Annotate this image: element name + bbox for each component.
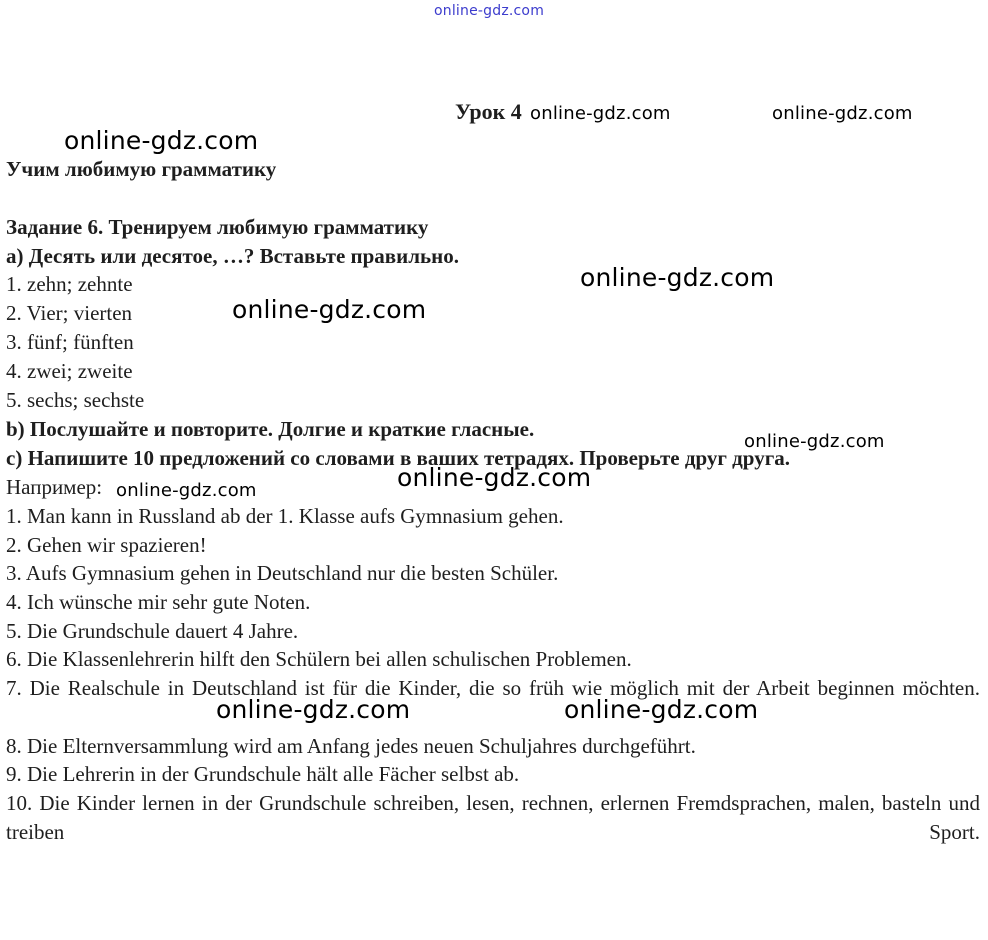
sentence-item: 8. Die Elternversammlung wird am Anfang jedes neuen Schuljahres durchgeführt.	[6, 734, 696, 758]
sentence-item: 7. Die Realschule in Deutschland ist für die Kinder, die so früh wie möglich mit der Arbeit beginnen möchten.	[6, 676, 980, 700]
watermark: online-gdz.com	[744, 431, 885, 452]
sentence-item: 9. Die Lehrerin in der Grundschule hält alle Fächer selbst ab.	[6, 762, 520, 786]
watermark: online-gdz.com	[530, 103, 671, 124]
sentence-item: 2. Gehen wir spazieren!	[6, 533, 207, 557]
watermark: online-gdz.com	[772, 103, 913, 124]
watermark: online-gdz.com	[216, 695, 411, 724]
watermark: online-gdz.com	[580, 263, 775, 292]
sentence-item: 5. Die Grundschule dauert 4 Jahre.	[6, 619, 299, 643]
watermark-top: online-gdz.com	[434, 3, 545, 19]
list-item: 2. Vier; vierten	[6, 301, 133, 325]
section-title: Учим любимую грамматику	[6, 157, 277, 181]
watermark: online-gdz.com	[64, 126, 259, 155]
watermark: online-gdz.com	[232, 295, 427, 324]
list-item: 5. sechs; sechste	[6, 388, 145, 412]
lesson-title: Урок 4	[455, 99, 522, 124]
sentence-item: 6. Die Klassenlehrerin hilft den Schülern bei allen schulischen Problemen.	[6, 647, 632, 671]
watermark: online-gdz.com	[397, 463, 592, 492]
example-label: Например:	[6, 475, 103, 499]
sentence-item: 4. Ich wünsche mir sehr gute Noten.	[6, 590, 311, 614]
list-item: 1. zehn; zehnte	[6, 272, 133, 296]
list-item: 3. fünf; fünften	[6, 330, 134, 354]
list-item: 4. zwei; zweite	[6, 359, 133, 383]
watermark: online-gdz.com	[564, 695, 759, 724]
sentence-item: 3. Aufs Gymnasium gehen in Deutschland nur die besten Schüler.	[6, 561, 559, 585]
task-title: Задание 6. Тренируем любимую грамматику	[6, 215, 429, 239]
part-a-heading: a) Десять или десятое, …? Вставьте правильно.	[6, 244, 459, 268]
sentence-item: 1. Man kann in Russland ab der 1. Klasse aufs Gymnasium gehen.	[6, 504, 564, 528]
watermark: online-gdz.com	[116, 480, 257, 501]
sentence-item: 10. Die Kinder lernen in der Grundschule schreiben, lesen, rechnen, erlernen Fremdsprachen, malen, basteln und treiben Sport.	[6, 791, 980, 844]
part-c-heading: c) Напишите 10 предложений со словами в ваших тетрадях. Проверьте друг друга.	[6, 446, 790, 470]
part-b-heading: b) Послушайте и повторите. Долгие и краткие гласные.	[6, 417, 535, 441]
